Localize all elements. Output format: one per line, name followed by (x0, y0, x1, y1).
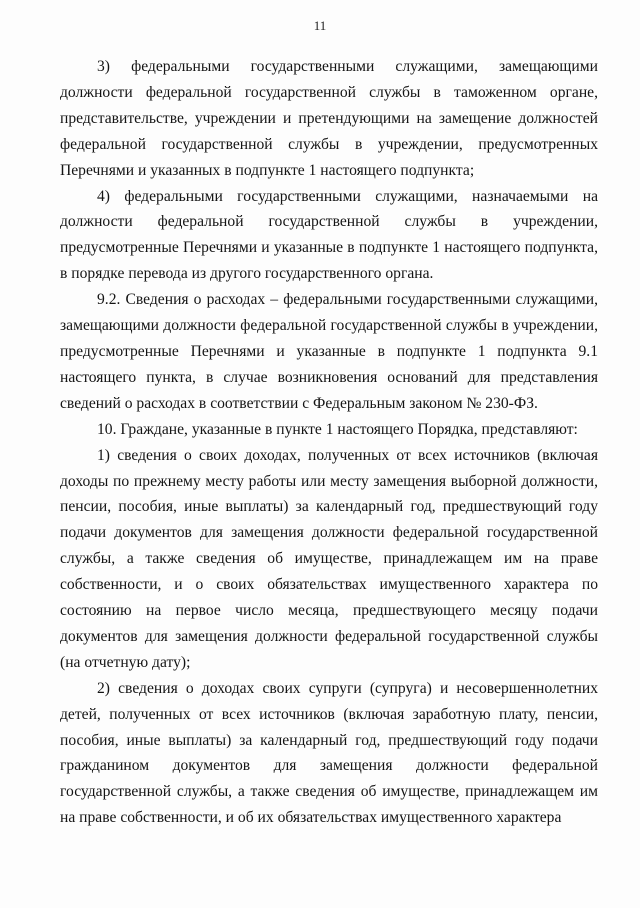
paragraph-10: 10. Граждане, указанные в пункте 1 настоящего Порядка, представляют: (97, 420, 578, 438)
document-body (60, 54, 598, 831)
paragraph-subitem-3: 3) федеральными государственными служащими, замещающими должности федеральной государственной службы в таможенном органе, представительстве, учреждении и претендующими на замещение должностей федеральной государственной службы в учреждении, предусмотренных Перечнями и указанных в подпункте 1 настоящего подпункта; (60, 58, 598, 179)
page-number: 11 (313, 18, 327, 33)
paragraph-10-item-1: 1) сведения о своих доходах, полученных от всех источников (включая доходы по прежнему месту работы или месту замещения выборной должности, пенсии, пособия, иные выплаты) за календарный год, предшествующий году подачи документов для замещения должности федеральной государственной службы, а также сведения об имуществе, принадлежащем им на праве собственности, и о своих обязательствах имущественного характера по состоянию на первое число месяца, предшествующего месяцу подачи документов для замещения должности федеральной государственной службы (на отчетную дату); (60, 446, 598, 671)
paragraph-subitem-4: 4) федеральными государственными служащими, назначаемыми на должности федеральной государственной службы в учреждении, предусмотренные Перечнями и указанные в подпункте 1 настоящего подпункта, в порядке перевода из другого государственного органа. (60, 187, 598, 283)
paragraph-10-item-2: 2) сведения о доходах своих супруги (супруга) и несовершеннолетних детей, полученных от всех источников (включая заработную плату, пенсии, пособия, иные выплаты) за календарный год, предшествующий году подачи гражданином документов для замещения должности федеральной государственной службы, а также сведения об имуществе, принадлежащем им на праве собственности, и об их обязательствах имущественного характера (60, 679, 598, 827)
paragraph-9-2: 9.2. Сведения о расходах – федеральными государственными служащими, замещающими должности федеральной государственной службы в учреждении, предусмотренные Перечнями и указанные в подпункте 1 подпункта 9.1 настоящего пункта, в случае возникновения оснований для представления сведений о расходах в соответствии с Федеральным законом № 230-ФЗ. (60, 291, 598, 412)
